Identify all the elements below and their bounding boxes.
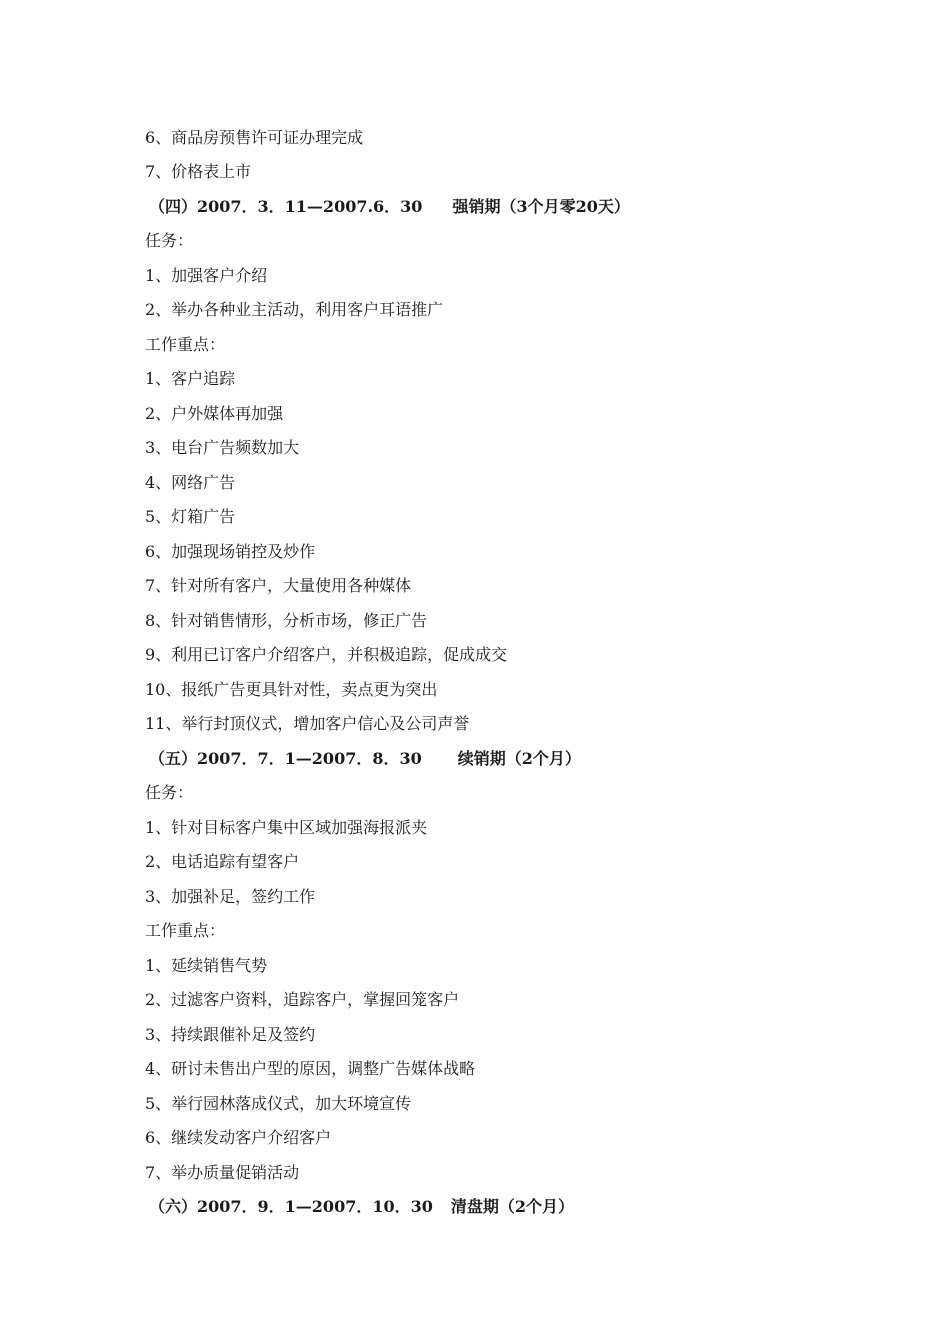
list-item: 3、加强补足，签约工作	[145, 887, 316, 906]
section-dates: （五）2007．7．1—2007．8．30	[149, 749, 422, 768]
list-item: 5、举行园林落成仪式，加大环境宣传	[145, 1094, 412, 1113]
list-item: 6、加强现场销控及炒作	[145, 542, 316, 561]
list-item: 1、客户追踪	[145, 369, 236, 388]
section-phase: 强销期（3个月零20天）	[452, 197, 630, 216]
list-item: 6、商品房预售许可证办理完成	[145, 128, 364, 147]
list-item: 1、加强客户介绍	[145, 266, 268, 285]
list-item: 2、户外媒体再加强	[145, 404, 284, 423]
list-item: 1、针对目标客户集中区域加强海报派夹	[145, 818, 428, 837]
section-dates: （四）2007．3．11—2007.6．30	[149, 197, 423, 216]
list-item: 6、继续发动客户介绍客户	[145, 1128, 332, 1147]
subheading-focus: 工作重点：	[145, 335, 226, 354]
list-item: 2、过滤客户资料，追踪客户，掌握回笼客户	[145, 990, 460, 1009]
list-item: 4、研讨未售出户型的原因，调整广告媒体战略	[145, 1059, 476, 1078]
list-item: 4、网络广告	[145, 473, 236, 492]
list-item: 7、举办质量促销活动	[145, 1163, 300, 1182]
list-item: 9、利用已订客户介绍客户，并积极追踪，促成成交	[145, 645, 508, 664]
section-heading-4	[149, 192, 630, 222]
list-item: 3、电台广告频数加大	[145, 438, 300, 457]
list-item: 10、报纸广告更具针对性，卖点更为突出	[145, 680, 438, 699]
list-item: 7、价格表上市	[145, 162, 252, 181]
list-item: 8、针对销售情形，分析市场，修正广告	[145, 611, 428, 630]
section-phase: 清盘期（2个月）	[450, 1197, 575, 1216]
list-item: 2、电话追踪有望客户	[145, 852, 300, 871]
list-item: 7、针对所有客户，大量使用各种媒体	[145, 576, 412, 595]
section-phase: 续销期（2个月）	[457, 749, 581, 768]
list-item: 11、举行封顶仪式，增加客户信心及公司声誉	[145, 714, 470, 733]
subheading-focus: 工作重点：	[145, 921, 226, 940]
list-item: 2、举办各种业主活动，利用客户耳语推广	[145, 300, 444, 319]
subheading-tasks: 任务：	[145, 783, 194, 802]
list-item: 3、持续跟催补足及签约	[145, 1025, 316, 1044]
list-item: 5、灯箱广告	[145, 507, 236, 526]
section-heading-5	[149, 744, 581, 774]
section-heading-6	[149, 1192, 574, 1222]
subheading-tasks: 任务：	[145, 231, 194, 250]
list-item: 1、延续销售气势	[145, 956, 268, 975]
section-dates: （六）2007．9．1—2007．10．30	[149, 1197, 433, 1216]
